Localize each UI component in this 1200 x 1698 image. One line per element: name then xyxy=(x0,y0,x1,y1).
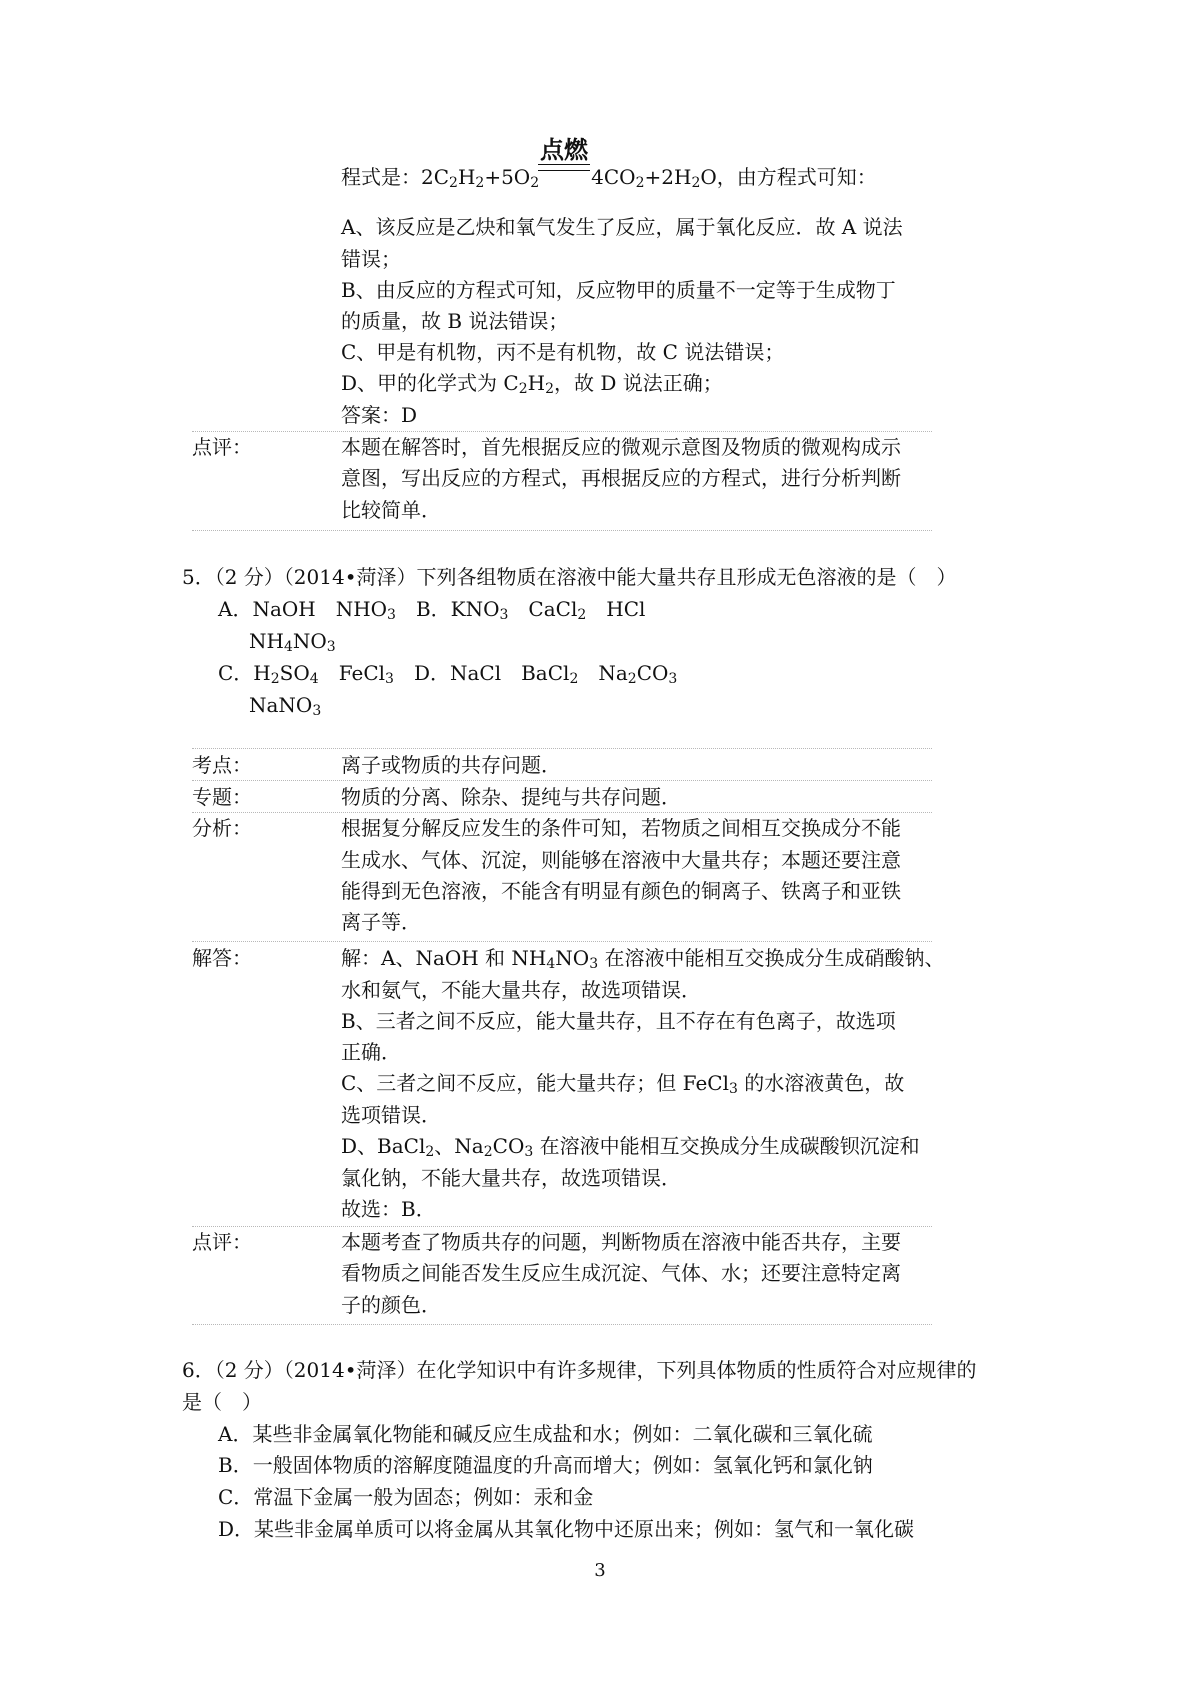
option-a-cont: $NH_4NO_3$ xyxy=(249,629,336,655)
jieda-line: 解：A、NaOH 和 $NH_4NO_3$ 在溶液中能相互交换成分生成硝酸钠、 xyxy=(341,946,945,972)
divider xyxy=(192,748,932,749)
fenxi-line: 离子等． xyxy=(341,910,421,934)
text-line: 的质量，故 B 说法错误； xyxy=(341,309,569,333)
jieda-line: 故选：B． xyxy=(341,1197,436,1221)
comment-line: 意图，写出反应的方程式，再根据反应的方程式，进行分析判断 xyxy=(341,466,901,490)
comment-label: 点评： xyxy=(192,435,252,459)
option-b: B．一般固体物质的溶解度随温度的升高而增大；例如：氢氧化钙和氯化钠 xyxy=(218,1453,873,1477)
jieda-line: 选项错误． xyxy=(341,1103,441,1127)
dianping-line: 子的颜色． xyxy=(341,1293,441,1317)
text-line: C、甲是有机物，丙不是有机物，故 C 说法错误； xyxy=(341,340,785,364)
equals-sign xyxy=(538,164,590,171)
jieda-line: B、三者之间不反应，能大量共存，且不存在有色离子，故选项 xyxy=(341,1009,896,1033)
jieda-line: 水和氨气，不能大量共存，故选项错误． xyxy=(341,978,701,1002)
option-a: A．某些非金属氧化物能和碱反应生成盐和水；例如：二氧化碳和三氧化硫 xyxy=(218,1422,873,1446)
fenxi-line: 生成水、气体、沉淀，则能够在溶液中大量共存；本题还要注意 xyxy=(341,848,901,872)
page-number: 3 xyxy=(594,1560,606,1581)
divider xyxy=(192,780,932,781)
zhuanti-label: 专题： xyxy=(192,785,252,809)
kaodian-label: 考点： xyxy=(192,753,252,777)
question-stem: 6．（2 分）（2014•菏泽）在化学知识中有许多规律，下列具体物质的性质符合对应规律的 xyxy=(182,1358,977,1382)
jieda-line: C、三者之间不反应，能大量共存；但 FeCl$_3$ 的水溶液黄色，故 xyxy=(341,1071,905,1097)
jieda-label: 解答： xyxy=(192,946,252,970)
question-stem: 是（ ） xyxy=(182,1390,262,1414)
option-c-d: C．$H_2SO_4$ FeCl$_3$ D．NaCl BaCl$_2$ $Na_2CO_3$ xyxy=(218,661,678,687)
divider xyxy=(192,530,932,531)
zhuanti-text: 物质的分离、除杂、提纯与共存问题． xyxy=(341,785,681,809)
text-line: 错误； xyxy=(341,247,401,271)
option-d-cont: NaNO$_3$ xyxy=(249,693,322,719)
fenxi-line: 根据复分解反应发生的条件可知，若物质之间相互交换成分不能 xyxy=(341,816,901,840)
jieda-line: D、BaCl$_2$、$Na_2CO_3$ 在溶液中能相互交换成分生成碳酸钡沉淀和 xyxy=(341,1134,920,1160)
reaction-condition: 点燃 xyxy=(538,138,590,171)
jieda-line: 氯化钠，不能大量共存，故选项错误． xyxy=(341,1166,681,1190)
equation-line: 程式是：$2C_2H_2+5O_2$ $4CO_2+2H_2O$，由方程式可知： xyxy=(341,165,877,191)
question-stem: 5．（2 分）（2014•菏泽）下列各组物质在溶液中能大量共存且形成无色溶液的是（ ） xyxy=(182,565,957,589)
comment-line: 本题在解答时，首先根据反应的微观示意图及物质的微观构成示 xyxy=(341,435,901,459)
comment-line: 比较简单． xyxy=(341,498,441,522)
dianping-line: 本题考查了物质共存的问题，判断物质在溶液中能否共存，主要 xyxy=(341,1230,901,1254)
option-d: D．某些非金属单质可以将金属从其氧化物中还原出来；例如：氢气和一氧化碳 xyxy=(218,1517,915,1541)
fenxi-label: 分析： xyxy=(192,816,252,840)
divider xyxy=(192,941,932,942)
divider xyxy=(192,1324,932,1325)
option-a-b: A．NaOH $NHO_3$ B．$KNO_3$ CaCl$_2$ HCl xyxy=(218,597,646,623)
kaodian-text: 离子或物质的共存问题． xyxy=(341,753,561,777)
dianping-label: 点评： xyxy=(192,1230,252,1254)
text-line: A、该反应是乙炔和氧气发生了反应，属于氧化反应．故 A 说法 xyxy=(341,215,903,239)
jieda-line: 正确． xyxy=(341,1040,401,1064)
answer-line: 答案：D xyxy=(341,403,418,427)
text-line: D、甲的化学式为 $C_2H_2$，故 D 说法正确； xyxy=(341,371,723,397)
fenxi-line: 能得到无色溶液，不能含有明显有颜色的铜离子、铁离子和亚铁 xyxy=(341,879,901,903)
option-c: C．常温下金属一般为固态；例如：汞和金 xyxy=(218,1485,594,1509)
dianping-line: 看物质之间能否发生反应生成沉淀、气体、水；还要注意特定离 xyxy=(341,1261,901,1285)
text-line: B、由反应的方程式可知，反应物甲的质量不一定等于生成物丁 xyxy=(341,278,896,302)
